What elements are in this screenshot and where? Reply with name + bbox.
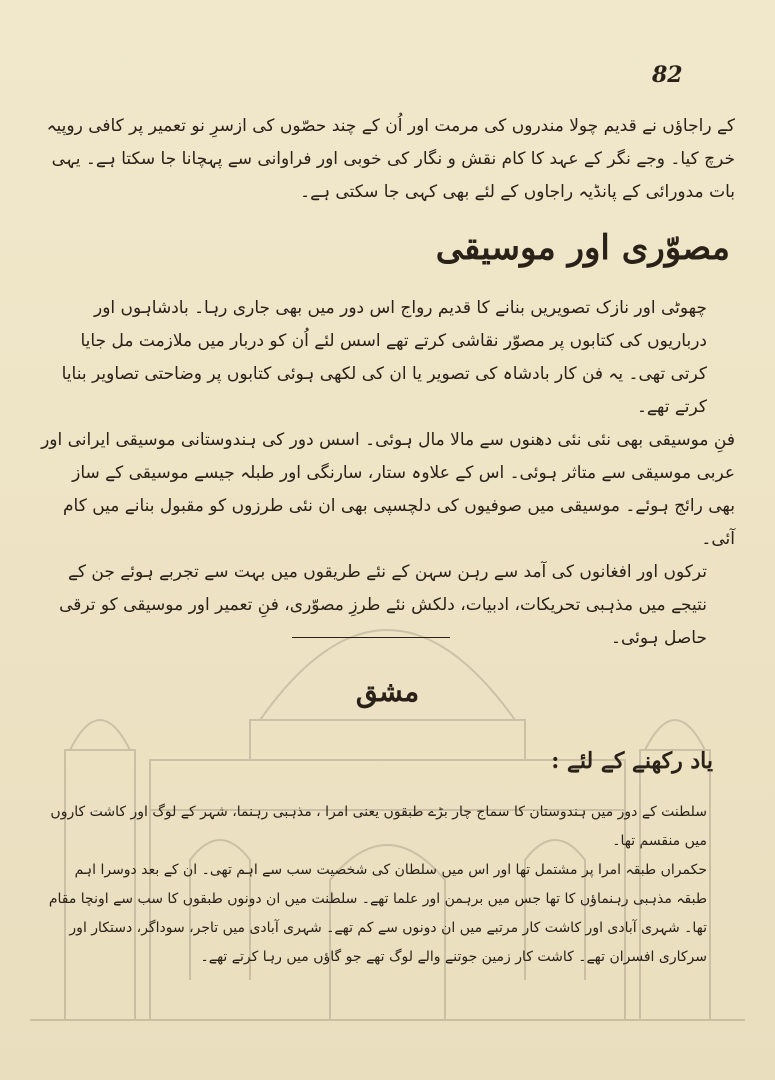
remember-title: یاد رکھنے کے لئے : bbox=[551, 748, 713, 774]
intro-paragraph: کے راجاؤں نے قدیم چولا مندروں کی مرمت اور اُن کے چند حصّوں کی ازسرِ نو تعمیر پر کافی روپیہ خرچ کیا۔ وجے نگر کے عہد کا کام نقش و نگار کی خوبی اور فراوانی سے پہچانا جا سکتا ہے۔ یہی بات مدورائی کے پانڈیہ راجاوں کے لئے بھی کہی جا سکتی ہے۔ bbox=[46, 116, 735, 202]
paragraph-ruling-class: حکمراں طبقہ امرا پر مشتمل تھا اور اس میں سلطان کی شخصیت سب سے اہم تھی۔ ان کے بعد دوسرا اہم طبقہ مذہبی رہنماؤں کا تھا جس میں برہمن اور علما تھے۔ سلطنت میں ان دونوں طبقوں کا سب سے اونچا مقام تھا۔ شہری آبادی اور کاشت کار مرتبے میں ان دونوں سے کم تھے۔ شہری آبادی میں تاجر، سوداگر، دستکار اور سرکاری افسران تھے۔ کاشت کار زمین جوتنے والے لوگ تھے جو گاؤں میں رہا کرتے تھے۔ bbox=[48, 862, 707, 965]
remember-body bbox=[40, 798, 735, 972]
section-body bbox=[40, 292, 735, 655]
paragraph-music: فنِ موسیقی بھی نئی نئی دھنوں سے مالا مال ہوئی۔ اسس دور کی ہندوستانی موسیقی ایرانی اور عربی موسیقی سے متاثر ہوئی۔ اس کے علاوہ ستار، سارنگی اور طبلہ جیسے موسیقی کے ساز بھی رائج ہوئے۔ موسیقی میں صوفیوں کی دلچسپی بھی ان نئی طرزوں کو مقبول بنانے میں کام آئی۔ bbox=[41, 430, 735, 549]
paragraph-miniature-painting: چھوٹی اور نازک تصویریں بنانے کا قدیم رواج اس دور میں بھی جاری رہا۔ بادشاہوں اور درباریوں کی کتابوں پر مصوّر نقاشی کرتے تھے اسس لئے اُن کو دربار میں ملازمت مل جایا کرتی تھی۔ یہ فن کار بادشاہ کی تصویر یا ان کی لکھی ہوئی کتابوں پر وضاحتی تصاویر بنایا کرتے تھے۔ bbox=[61, 298, 707, 417]
exercise-title: مشق bbox=[355, 675, 420, 708]
paragraph-turks-afghans: ترکوں اور افغانوں کی آمد سے رہن سہن کے نئے طریقوں میں بہت سے تجربے ہوئے جن کے نتیجے میں مذہبی تحریکات، ادبیات، دلکش نئے طرزِ مصوّری، فنِ تعمیر اور موسیقی کو ترقی حاصل ہوئی۔ bbox=[59, 562, 707, 648]
paragraph-social-classes: سلطنت کے دور میں ہندوستان کا سماج چار بڑے طبقوں یعنی امرا ، مذہبی رہنما، شہر کے لوگ اور کاشت کاروں میں منقسم تھا۔ bbox=[50, 804, 707, 849]
section-heading: مصوّری اور موسیقی bbox=[435, 228, 730, 268]
section-divider bbox=[292, 637, 450, 638]
page-number: 82 bbox=[652, 62, 683, 88]
